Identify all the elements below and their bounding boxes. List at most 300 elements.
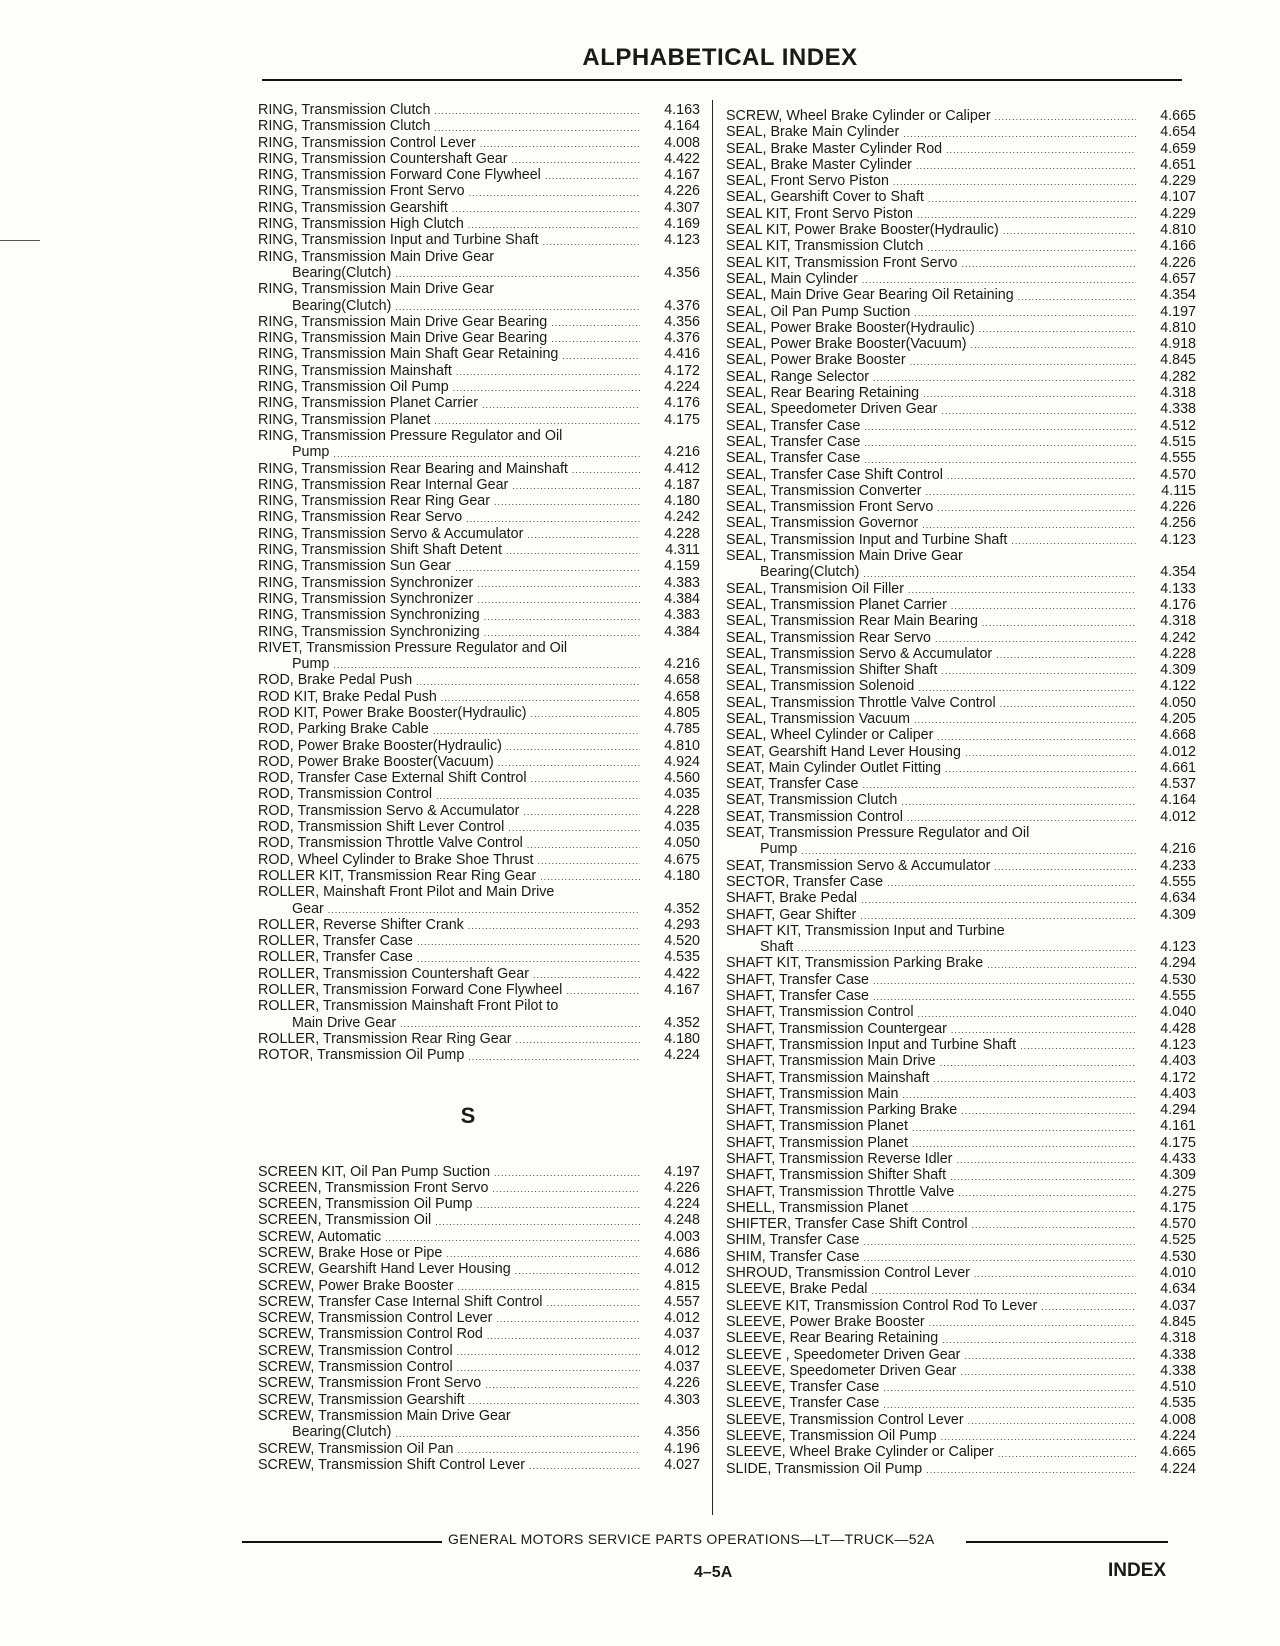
entry-page: 4.356 — [664, 264, 700, 281]
entry-name: SEAL, Transmission Shifter Shaft — [726, 662, 938, 679]
entry-name: RING, Transmission Clutch — [258, 102, 431, 118]
entry-page: 4.555 — [1160, 988, 1196, 1005]
leader-dots — [531, 707, 640, 721]
entry-page: 4.665 — [1160, 108, 1196, 124]
entry-page: 4.037 — [1160, 1297, 1196, 1314]
entry-name: RING, Transmission Clutch — [258, 118, 431, 135]
entry-page: 4.050 — [664, 835, 700, 852]
entry-page: 4.512 — [1160, 417, 1196, 434]
entry-page: 4.530 — [1160, 971, 1196, 988]
entry-name: SCREW, Transmission Gearshift — [258, 1391, 465, 1408]
index-entry — [258, 249, 700, 282]
entry-page: 4.428 — [1160, 1020, 1196, 1037]
leader-dots — [484, 610, 640, 624]
entry-page: 4.535 — [664, 949, 700, 966]
leader-dots — [956, 1153, 1136, 1167]
entry-name: RING, Transmission Rear Internal Gear — [258, 476, 509, 493]
entry-page: 4.224 — [664, 379, 700, 396]
entry-name: RING, Transmission Gearshift — [258, 199, 448, 216]
entry-name-continued: Shaft — [760, 939, 794, 956]
leader-dots — [436, 789, 640, 803]
entry-page: 4.242 — [1160, 629, 1196, 646]
entry-page: 4.686 — [664, 1245, 700, 1261]
entry-name: SEAL, Transfer Case Shift Control — [726, 466, 943, 483]
leader-dots — [951, 1023, 1136, 1037]
entry-page: 4.180 — [664, 493, 700, 510]
entry-name: RING, Transmission Planet Carrier — [258, 395, 479, 412]
entry-name: RING, Transmission Synchronizer — [258, 590, 474, 607]
entry-name: SEAL, Transmission Servo & Accumulator — [726, 645, 993, 662]
entry-name: RING, Transmission Planet — [258, 411, 431, 428]
leader-dots — [457, 1280, 640, 1294]
entry-name: ROD, Parking Brake Cable — [258, 721, 429, 738]
entry-page: 4.510 — [1160, 1379, 1196, 1396]
entry-page: 4.169 — [664, 216, 700, 233]
entry-name: RING, Transmission Main Drive Gear — [258, 281, 494, 298]
index-entry — [258, 1245, 700, 1261]
entry-name: SEAL, Wheel Cylinder or Caliper — [726, 727, 934, 744]
entry-page: 4.172 — [664, 362, 700, 379]
index-entry — [726, 630, 1196, 646]
leader-dots — [400, 1017, 640, 1031]
index-entry — [726, 1298, 1196, 1314]
entry-page: 4.226 — [1160, 499, 1196, 516]
leader-dots — [1020, 1039, 1136, 1053]
entry-page: 4.187 — [664, 476, 700, 493]
entry-name-continued: Main Drive Gear — [292, 1014, 397, 1031]
entry-name: SEAL, Transfer Case — [726, 417, 861, 434]
entry-page: 4.196 — [664, 1440, 700, 1457]
entry-name: SHAFT, Transmission Planet — [726, 1118, 908, 1135]
entry-page: 4.226 — [1160, 254, 1196, 271]
index-entry — [258, 379, 700, 395]
entry-page: 4.166 — [1160, 238, 1196, 255]
entry-name: SCREEN, Transmission Oil — [258, 1212, 432, 1229]
entry-name: SEAT, Transmission Control — [726, 808, 903, 825]
entry-name: SHIFTER, Transfer Case Shift Control — [726, 1216, 968, 1233]
entry-name: RING, Transmission Mainshaft — [258, 362, 452, 379]
leader-dots — [912, 1137, 1136, 1151]
index-entry — [726, 1232, 1196, 1248]
leader-dots — [908, 583, 1136, 597]
leader-dots — [395, 300, 640, 314]
leader-dots — [385, 1231, 640, 1245]
index-entry — [726, 1461, 1196, 1477]
entry-name: RING, Transmission Synchronizer — [258, 574, 474, 591]
index-entry — [726, 1281, 1196, 1297]
entry-page: 4.294 — [1160, 955, 1196, 972]
entry-page: 4.356 — [664, 313, 700, 330]
entry-name: SHAFT, Transfer Case — [726, 988, 870, 1005]
index-entry — [726, 1086, 1196, 1102]
entry-name: SEAT, Transfer Case — [726, 776, 859, 793]
entry-name-continued: Bearing(Clutch) — [292, 1424, 392, 1441]
entry-name: ROLLER, Transfer Case — [258, 933, 413, 950]
index-entry — [726, 1135, 1196, 1151]
index-entry — [726, 418, 1196, 434]
entry-name: SLEEVE KIT, Transmission Control Rod To Lever — [726, 1297, 1038, 1314]
index-entry — [726, 1167, 1196, 1183]
leader-dots — [863, 567, 1136, 581]
index-entry — [258, 477, 700, 493]
entry-name: RING, Transmission Main Shaft Gear Retaining — [258, 346, 559, 363]
leader-dots — [416, 675, 640, 689]
entry-name: SCREW, Gearshift Hand Lever Housing — [258, 1261, 511, 1278]
index-entry — [726, 890, 1196, 906]
index-entry — [258, 200, 700, 216]
entry-page: 4.810 — [1160, 222, 1196, 239]
leader-dots — [958, 1186, 1136, 1200]
leader-dots — [441, 691, 640, 705]
leader-dots — [523, 805, 640, 819]
leader-dots — [434, 121, 640, 135]
leader-dots — [933, 1072, 1136, 1086]
index-entry — [258, 852, 700, 868]
index-entry — [258, 1441, 700, 1457]
entry-name: SCREW, Transmission Main Drive Gear — [258, 1407, 511, 1424]
entry-name: SLEEVE, Rear Bearing Retaining — [726, 1330, 939, 1347]
entry-page: 4.815 — [664, 1277, 700, 1294]
index-entry — [726, 1330, 1196, 1346]
entry-name: SEAL, Gearshift Cover to Shaft — [726, 189, 924, 206]
entry-page: 4.229 — [1160, 205, 1196, 222]
index-entry — [726, 581, 1196, 597]
entry-page: 4.785 — [664, 721, 700, 738]
entry-name: SCREW, Transfer Case Internal Shift Control — [258, 1293, 543, 1310]
entry-page: 4.224 — [1160, 1460, 1196, 1477]
leader-dots — [456, 365, 640, 379]
index-entry — [258, 998, 700, 1031]
entry-name: SHAFT, Transmission Control — [726, 1004, 914, 1021]
entry-page: 4.384 — [664, 623, 700, 640]
index-entry — [726, 1184, 1196, 1200]
entry-name: SLEEVE, Transfer Case — [726, 1395, 880, 1412]
leader-dots — [434, 414, 640, 428]
entry-name: RING, Transmission Countershaft Gear — [258, 150, 508, 167]
leader-dots — [1003, 224, 1136, 238]
index-entry — [726, 1444, 1196, 1460]
entry-name: SEAL, Transfer Case — [726, 433, 861, 450]
leader-dots — [893, 175, 1136, 189]
leader-dots — [998, 1447, 1136, 1461]
entry-name: SEAL, Transmission Rear Servo — [726, 629, 932, 646]
index-entry — [258, 151, 700, 167]
index-entry — [726, 1379, 1196, 1395]
index-entry — [726, 613, 1196, 629]
index-entry — [726, 157, 1196, 173]
entry-page: 4.318 — [1160, 385, 1196, 402]
index-entry — [726, 907, 1196, 923]
leader-dots — [883, 1398, 1136, 1412]
entry-name: SCREW, Wheel Brake Cylinder or Caliper — [726, 108, 991, 124]
leader-dots — [910, 355, 1136, 369]
entry-page: 4.107 — [1160, 189, 1196, 206]
index-entry — [258, 786, 700, 802]
entry-page: 4.651 — [1160, 156, 1196, 173]
index-entry — [258, 1047, 700, 1063]
leader-dots — [972, 1218, 1136, 1232]
entry-page: 4.123 — [1160, 1036, 1196, 1053]
entry-name: SCREW, Transmission Control Lever — [258, 1310, 493, 1327]
column-divider — [712, 100, 713, 1515]
index-entry — [726, 499, 1196, 515]
index-entry — [726, 1216, 1196, 1232]
index-entry — [258, 591, 700, 607]
entry-name-continued: Pump — [760, 841, 798, 858]
entry-page: 4.164 — [1160, 792, 1196, 809]
entry-page: 4.175 — [1160, 1199, 1196, 1216]
index-entry — [258, 526, 700, 542]
leader-dots — [901, 795, 1136, 809]
leader-dots — [529, 1459, 640, 1473]
leader-dots — [914, 306, 1136, 320]
entry-page: 4.197 — [664, 1163, 700, 1180]
leader-dots — [395, 267, 640, 281]
entry-name-continued: Pump — [292, 444, 330, 461]
entry-page: 4.163 — [664, 102, 700, 118]
index-entry — [726, 1102, 1196, 1118]
entry-page: 4.845 — [1160, 1313, 1196, 1330]
leader-dots — [871, 1284, 1136, 1298]
entry-page: 4.422 — [664, 965, 700, 982]
entry-name: SEAL, Transmission Converter — [726, 482, 922, 499]
entry-page: 4.658 — [664, 672, 700, 689]
entry-page: 4.634 — [1160, 890, 1196, 907]
leader-dots — [801, 844, 1136, 858]
leader-dots — [968, 1414, 1136, 1428]
leader-dots — [996, 648, 1136, 662]
entry-page: 4.159 — [664, 558, 700, 575]
index-entry — [258, 1180, 700, 1196]
entry-name: SEAT, Transmission Servo & Accumulator — [726, 857, 991, 874]
index-entry — [258, 1392, 700, 1408]
entry-page: 4.123 — [1160, 939, 1196, 956]
leader-dots — [395, 1427, 640, 1441]
leader-dots — [961, 1104, 1136, 1118]
entry-page: 4.229 — [1160, 173, 1196, 190]
leader-dots — [466, 512, 640, 526]
leader-dots — [923, 387, 1136, 401]
leader-dots — [515, 1264, 640, 1278]
entry-name: SHAFT, Transmission Mainshaft — [726, 1069, 930, 1086]
index-entry — [726, 760, 1196, 776]
leader-dots — [477, 577, 640, 591]
leader-dots — [453, 381, 640, 395]
entry-page: 4.376 — [664, 297, 700, 314]
index-entry — [726, 401, 1196, 417]
entry-page: 4.226 — [664, 1179, 700, 1196]
entry-name: SCREW, Power Brake Booster — [258, 1277, 454, 1294]
entry-name: ROD, Brake Pedal Push — [258, 672, 413, 689]
entry-page: 4.224 — [1160, 1428, 1196, 1445]
index-entry — [726, 678, 1196, 694]
entry-name: SLEEVE, Wheel Brake Cylinder or Caliper — [726, 1444, 994, 1461]
entry-page: 4.242 — [664, 509, 700, 526]
entry-page: 4.176 — [664, 395, 700, 412]
index-entry — [258, 803, 700, 819]
leader-dots — [922, 518, 1136, 532]
index-column-left — [258, 102, 700, 1473]
leader-dots — [951, 599, 1136, 613]
index-list-s-continued — [726, 108, 1196, 1477]
entry-page: 4.180 — [664, 867, 700, 884]
entry-name: SEAT, Main Cylinder Outlet Fitting — [726, 759, 942, 776]
entry-page: 4.012 — [664, 1310, 700, 1327]
entry-page: 4.012 — [664, 1261, 700, 1278]
entry-page: 4.216 — [664, 444, 700, 461]
entry-page: 4.037 — [664, 1326, 700, 1343]
entry-page: 4.383 — [664, 574, 700, 591]
entry-page: 4.293 — [664, 916, 700, 933]
entry-page: 4.352 — [664, 900, 700, 917]
index-entry — [726, 955, 1196, 971]
entry-name: SEAT, Transmission Clutch — [726, 792, 898, 809]
leader-dots — [487, 1329, 640, 1343]
leader-dots — [995, 110, 1136, 124]
leader-dots — [864, 420, 1136, 434]
entry-page: 4.805 — [664, 704, 700, 721]
index-entry — [726, 1118, 1196, 1134]
entry-page: 4.403 — [1160, 1085, 1196, 1102]
entry-page: 4.657 — [1160, 270, 1196, 287]
entry-name: SCREW, Automatic — [258, 1228, 382, 1245]
entry-page: 4.216 — [664, 656, 700, 673]
entry-name: SCREEN, Transmission Oil Pump — [258, 1196, 473, 1213]
entry-page: 4.384 — [664, 590, 700, 607]
entry-page: 4.555 — [1160, 450, 1196, 467]
leader-dots — [864, 436, 1136, 450]
entry-page: 4.338 — [1160, 1362, 1196, 1379]
entry-page: 4.133 — [1160, 580, 1196, 597]
entry-page: 4.115 — [1161, 482, 1196, 499]
index-entry — [258, 1310, 700, 1326]
leader-dots — [531, 772, 640, 786]
entry-page: 4.515 — [1160, 433, 1196, 450]
entry-page: 4.180 — [664, 1030, 700, 1047]
entry-name: SEAL, Main Cylinder — [726, 270, 858, 287]
entry-name: SEAL KIT, Transmission Front Servo — [726, 254, 958, 271]
index-entry — [726, 1265, 1196, 1281]
index-entry — [258, 1359, 700, 1375]
entry-page: 4.175 — [1160, 1134, 1196, 1151]
entry-page: 4.338 — [1160, 1346, 1196, 1363]
leader-dots — [912, 1202, 1136, 1216]
footer-rule-left — [242, 1541, 442, 1543]
leader-dots — [435, 1215, 640, 1229]
leader-dots — [863, 1251, 1136, 1265]
entry-name: SEAL, Transmission Main Drive Gear — [726, 548, 963, 565]
entry-name: SHAFT, Transmission Parking Brake — [726, 1102, 958, 1119]
leader-dots — [917, 208, 1136, 222]
index-entry — [726, 124, 1196, 140]
index-entry — [258, 835, 700, 851]
leader-dots — [918, 681, 1136, 695]
index-entry — [726, 336, 1196, 352]
entry-page: 4.560 — [664, 770, 700, 787]
entry-name: RING, Transmission Sun Gear — [258, 558, 452, 575]
entry-page: 4.010 — [1160, 1265, 1196, 1282]
leader-dots — [1000, 697, 1136, 711]
entry-page: 4.282 — [1160, 368, 1196, 385]
index-entry — [726, 744, 1196, 760]
entry-name: SEAL, Brake Master Cylinder — [726, 156, 912, 173]
index-entry — [258, 575, 700, 591]
entry-name: SEAT, Gearshift Hand Lever Housing — [726, 743, 961, 760]
index-entry — [258, 1343, 700, 1359]
leader-dots — [883, 1381, 1136, 1395]
index-entry — [726, 238, 1196, 254]
entry-name: ROD, Transmission Control — [258, 786, 432, 803]
leader-dots — [457, 1345, 640, 1359]
entry-name: RING, Transmission Oil Pump — [258, 379, 449, 396]
index-entry — [726, 858, 1196, 874]
entry-page: 4.311 — [665, 542, 700, 559]
entry-name: SHAFT, Transmission Reverse Idler — [726, 1151, 953, 1167]
index-entry — [258, 982, 700, 998]
entry-page: 4.659 — [1160, 140, 1196, 157]
index-entry — [726, 662, 1196, 678]
entry-name: SEAL, Transmission Governor — [726, 515, 919, 532]
leader-dots — [512, 479, 640, 493]
index-entry — [258, 428, 700, 461]
entry-page: 4.354 — [1160, 287, 1196, 304]
leader-dots — [887, 876, 1136, 890]
entry-name: RING, Transmission Control Lever — [258, 134, 476, 151]
entry-page: 4.318 — [1160, 613, 1196, 630]
entry-page: 4.123 — [664, 232, 700, 249]
entry-page: 4.416 — [664, 346, 700, 363]
leader-dots — [974, 1267, 1136, 1281]
index-entry — [726, 1053, 1196, 1069]
entry-name: SCREW, Transmission Control Rod — [258, 1326, 483, 1343]
leader-dots — [941, 664, 1136, 678]
entry-page: 4.008 — [1160, 1411, 1196, 1428]
entry-page: 4.226 — [664, 183, 700, 200]
entry-page: 4.309 — [1160, 906, 1196, 923]
leader-dots — [961, 257, 1136, 271]
index-entry — [258, 509, 700, 525]
entry-page: 4.224 — [664, 1196, 700, 1213]
leader-dots — [873, 990, 1136, 1004]
leader-dots — [979, 322, 1136, 336]
entry-page: 4.557 — [664, 1293, 700, 1310]
entry-name: SEAL, Transmission Throttle Valve Control — [726, 694, 996, 711]
leader-dots — [912, 1121, 1136, 1135]
index-entry — [258, 330, 700, 346]
entry-name: SEAL, Oil Pan Pump Suction — [726, 303, 911, 320]
leader-dots — [469, 186, 640, 200]
entry-page: 4.050 — [1160, 694, 1196, 711]
entry-name: ROD, Transmission Servo & Accumulator — [258, 802, 520, 819]
index-entry — [258, 624, 700, 640]
index-entry — [726, 597, 1196, 613]
entry-page: 4.012 — [664, 1342, 700, 1359]
index-entry — [726, 173, 1196, 189]
entry-page: 4.412 — [664, 460, 700, 477]
entry-name: SHAFT, Transmission Main — [726, 1085, 899, 1102]
leader-dots — [941, 1430, 1136, 1444]
index-entry — [726, 825, 1196, 858]
entry-name: SEAL, Transmission Solenoid — [726, 678, 915, 695]
entry-page: 4.338 — [1160, 401, 1196, 418]
leader-dots — [918, 1007, 1137, 1021]
index-entry — [726, 304, 1196, 320]
entry-name: SEAL, Power Brake Booster — [726, 352, 906, 369]
index-entry — [726, 1249, 1196, 1265]
entry-page: 4.216 — [1160, 841, 1196, 858]
entry-name: RING, Transmission Rear Servo — [258, 509, 463, 526]
entry-name: SEAL, Transmission Rear Main Bearing — [726, 613, 978, 630]
